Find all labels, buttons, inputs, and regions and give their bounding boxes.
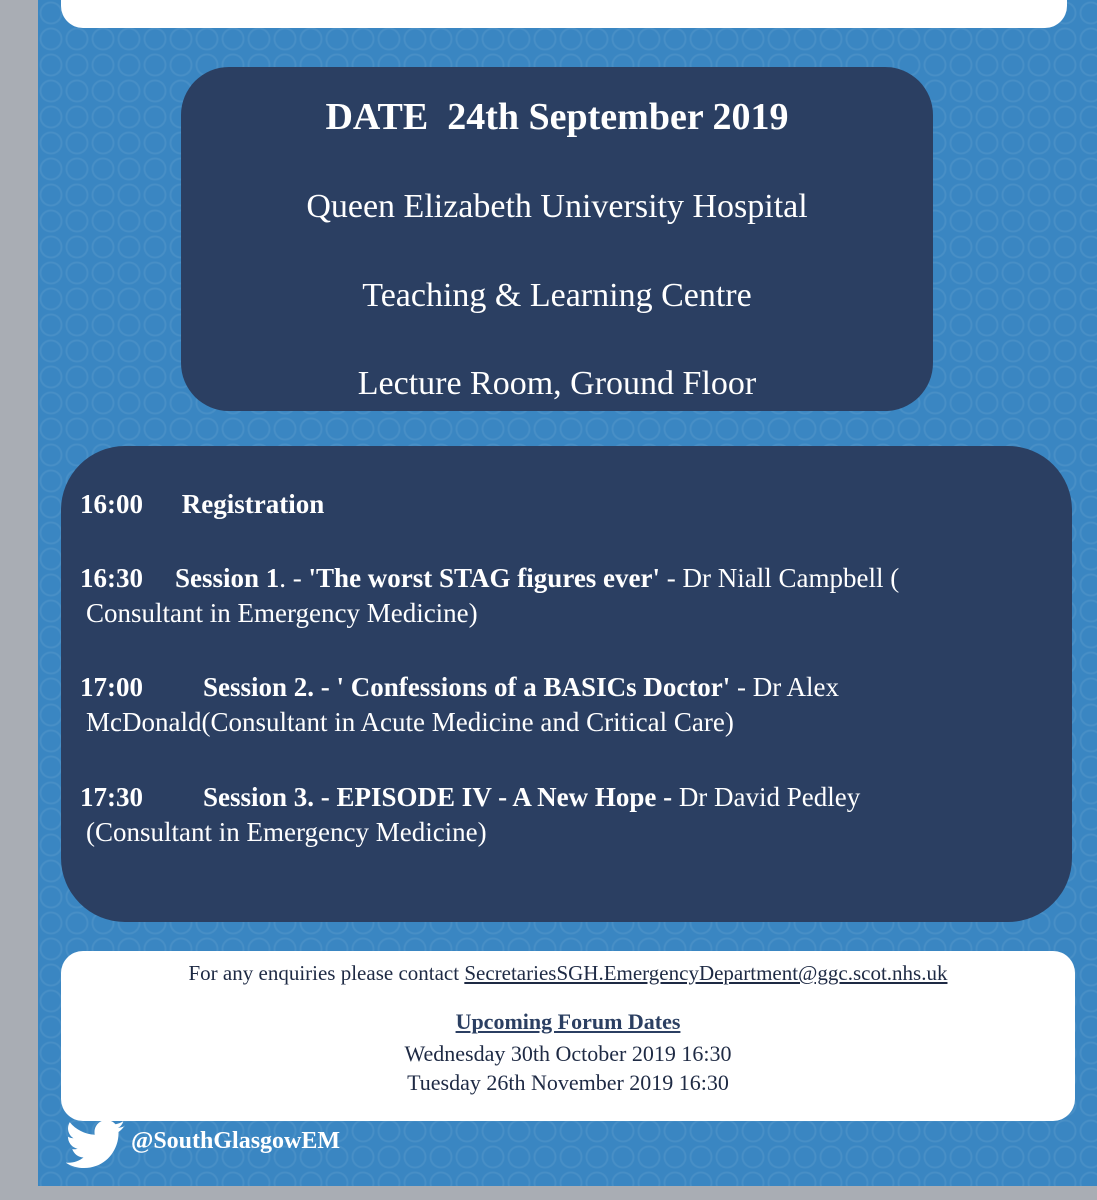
forum-date: Tuesday 26th November 2019 16:30 bbox=[407, 1070, 729, 1095]
top-white-card bbox=[61, 0, 1067, 28]
twitter-handle[interactable]: @SouthGlasgowEM bbox=[131, 1128, 341, 1154]
schedule-box bbox=[61, 446, 1072, 922]
schedule-title: 'The worst STAG figures ever' bbox=[308, 563, 661, 593]
schedule-row bbox=[80, 670, 1042, 740]
forum-date: Wednesday 30th October 2019 16:30 bbox=[404, 1041, 732, 1066]
enquiries-line bbox=[61, 961, 1075, 986]
event-date: DATE 24th September 2019 bbox=[325, 96, 789, 138]
schedule-time: 16:30 bbox=[80, 563, 143, 593]
info-card bbox=[61, 951, 1075, 1121]
schedule-row bbox=[80, 487, 1042, 522]
schedule-continuation: McDonald(Consultant in Acute Medicine and Critical Care) bbox=[86, 707, 734, 737]
schedule-time: 17:30 bbox=[80, 782, 143, 812]
event-room: Lecture Room, Ground Floor bbox=[357, 365, 757, 402]
event-venue: Queen Elizabeth University Hospital bbox=[306, 188, 808, 225]
schedule-detail-sep: . - bbox=[279, 563, 309, 593]
event-centre: Teaching & Learning Centre bbox=[362, 277, 752, 314]
schedule-session: Session 1 bbox=[175, 563, 280, 593]
schedule-time: 16:00 bbox=[80, 489, 143, 519]
contact-email-link[interactable]: SecretariesSGH.EmergencyDepartment@ggc.scot.nhs.uk bbox=[464, 961, 948, 985]
event-details-box bbox=[181, 67, 933, 411]
schedule-row bbox=[80, 780, 1042, 850]
schedule-session: Registration bbox=[181, 489, 325, 519]
schedule-speaker: Dr David Pedley bbox=[672, 782, 861, 812]
schedule-continuation: (Consultant in Emergency Medicine) bbox=[86, 817, 487, 847]
schedule-continuation: Consultant in Emergency Medicine) bbox=[86, 598, 478, 628]
schedule-row bbox=[80, 561, 1042, 631]
schedule-speaker: - Dr Alex bbox=[730, 672, 840, 702]
schedule-time: 17:00 bbox=[80, 672, 143, 702]
enquiries-prefix: For any enquiries please contact bbox=[188, 961, 465, 985]
schedule-session: Session 3. - EPISODE IV - A New Hope - bbox=[203, 782, 673, 812]
schedule-speaker: - Dr Niall Campbell ( bbox=[660, 563, 900, 593]
schedule-session: Session 2. - ' Confessions of a BASICs Doctor' bbox=[203, 672, 731, 702]
twitter-bird-icon[interactable] bbox=[66, 1120, 126, 1170]
forum-heading: Upcoming Forum Dates bbox=[455, 1009, 681, 1034]
bottom-strip bbox=[0, 1186, 1097, 1200]
